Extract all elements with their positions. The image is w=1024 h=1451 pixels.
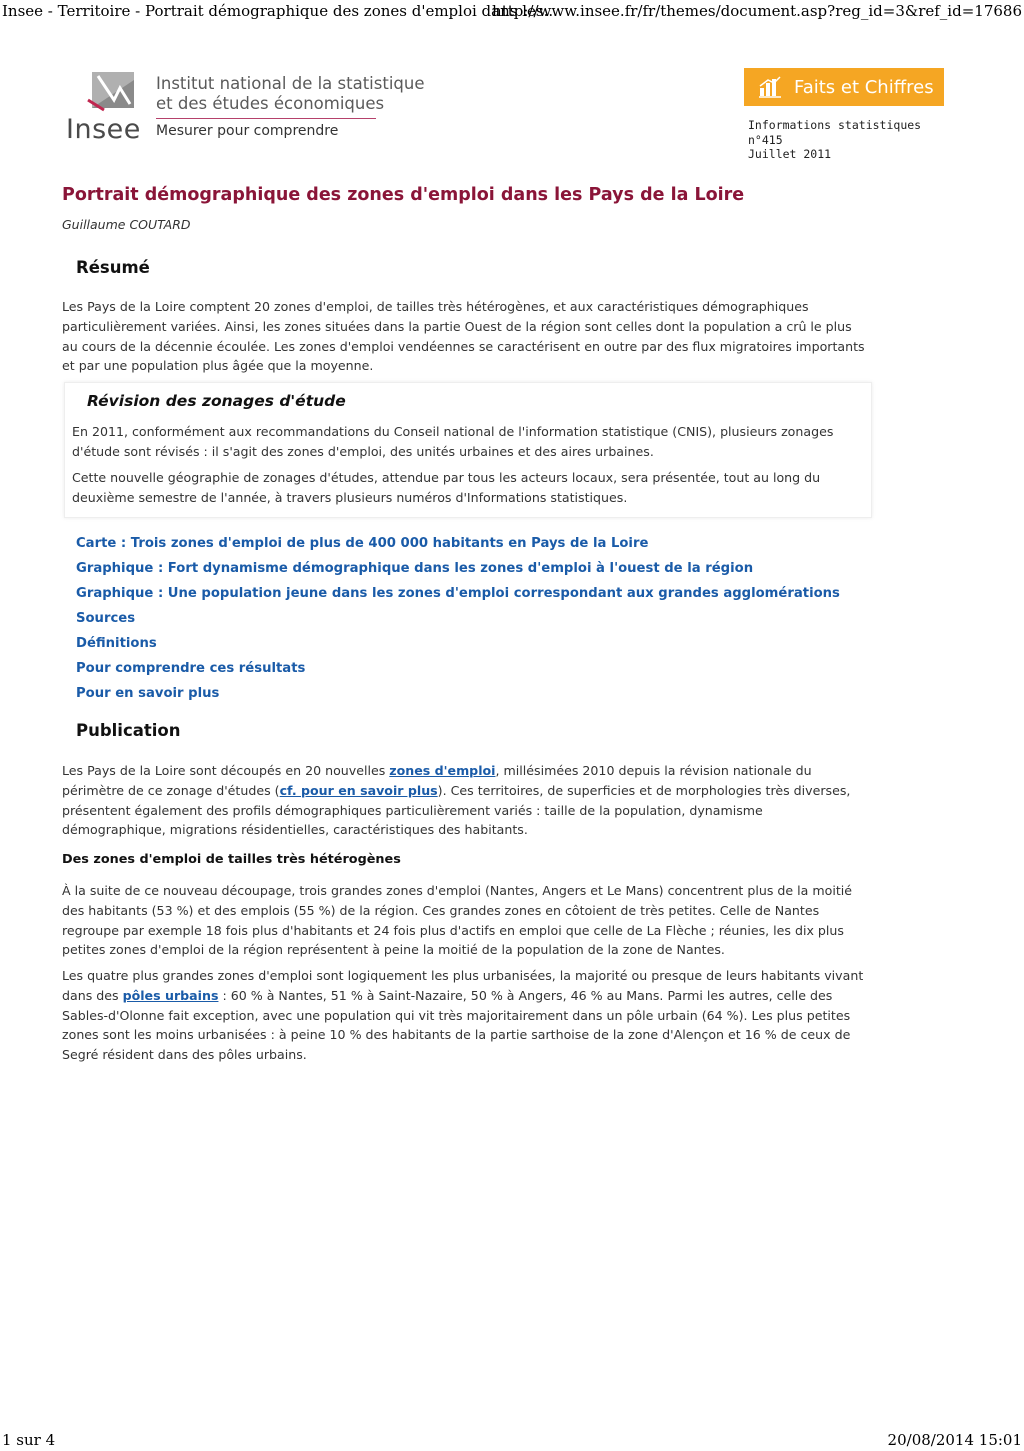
toc-link-savoir-plus[interactable]: Pour en savoir plus [76,686,220,701]
revision-box-para1: En 2011, conformément aux recommandations du Conseil national de l'information statistique (CNIS), plusieurs zonages d'étude sont révisés : il s'agit des zones d'emploi, des unités urbaines et des aires urbaines. [72,424,834,459]
revision-box-title: Révision des zonages d'étude [87,392,346,410]
toc-link-carte[interactable]: Carte : Trois zones d'emploi de plus de 400 000 habitants en Pays de la Loire [76,536,649,551]
institute-name [156,74,425,114]
revision-box-para2: Cette nouvelle géographie de zonages d'études, attendue par tous les acteurs locaux, sera présentée, tout au long du deuxième semestre de l'année, à travers plusieurs numéros d'Informations statistiques. [72,470,821,505]
page-title: Portrait démographique des zones d'emploi dans les Pays de la Loire [62,185,745,205]
toc-link-comprendre[interactable]: Pour comprendre ces résultats [76,661,306,676]
publication-intro-text-c: ). Ces territoires, de superficies et de morphologies très diverses, présentent également des profils démographiques particulièrement variés : taille de la population, dynamisme démographique, migrations résidentielles, caractéristiques des habitants. [62,782,851,838]
institute-name-line1: Institut national de la statistique [156,74,425,93]
insee-logo[interactable] [64,70,425,150]
print-header [0,2,1024,22]
print-header-title: Insee - Territoire - Portrait démographique des zones d'emploi dans les... [2,2,558,20]
publication-para3-text-b: : 60 % à Nantes, 51 % à Saint-Nazaire, 50 % à Angers, 46 % au Mans. Parmi les autres, celle des Sables-d'Olonne fait exception, avec une population qui vit très majoritairement dans un pôle urbain (64 %). Les plus petites zones sont les moins urbanisées : à peine 10 % des habitants de la partie sarthoise de la zone d'Alençon et 16 % de ceux de Segré résident dans des pôles urbains. [62,987,851,1063]
resume-heading: Résumé [76,258,150,277]
publication-intro-text-b: , millésimées 2010 depuis la révision nationale du périmètre de ce zonage d'études ( [62,763,812,798]
publication-intro [62,761,870,840]
print-footer-timestamp: 20/08/2014 15:01 [887,1431,1022,1449]
publication-para3 [62,966,870,1065]
faits-chiffres-label: Faits et Chiffres [794,76,934,98]
publication-series: Informations statistiques [748,118,922,132]
faits-chiffres-badge[interactable] [744,68,944,106]
toc-links [76,531,840,706]
subsection-heading: Des zones d'emploi de tailles très hétérogènes [62,852,401,867]
author-name: Guillaume COUTARD [62,217,191,232]
publication-date: Juillet 2011 [748,147,832,161]
chart-book-icon [758,76,782,98]
poles-urbains-link[interactable]: pôles urbains [122,987,219,1003]
print-footer-page: 1 sur 4 [2,1431,56,1449]
institute-name-line2: et des études économiques [156,94,385,113]
toc-link-sources[interactable]: Sources [76,611,136,626]
publication-intro-text-a: Les Pays de la Loire sont découpés en 20 nouvelles [62,763,390,778]
toc-link-definitions[interactable]: Définitions [76,636,157,651]
savoir-plus-inline-link[interactable]: cf. pour en savoir plus [279,782,438,798]
publication-para3-text-a: Les quatre plus grandes zones d'emploi sont logiquement les plus urbanisées, la majorité ou presque de leurs habitants vivant dans des [62,968,864,1003]
publication-para2: À la suite de ce nouveau découpage, trois grandes zones d'emploi (Nantes, Angers et Le Mans) concentrent plus de la moitié des habitants (53 %) et des emplois (55 %) de la région. Ces grandes zones en côtoient de très petites. Celle de Nantes regroupe par exemple 18 fois plus d'habitants et 24 fois plus d'actifs en emploi que celle de La Flèche ; réunies, les dix plus petites zones d'emploi de la région représentent à peine la moitié de la population de la zone de Nantes. [62,883,853,958]
logo-tagline: Mesurer pour comprendre [156,123,339,139]
zones-emploi-link[interactable]: zones d'emploi [389,763,496,778]
print-footer [0,1431,1024,1451]
toc-link-graphique-population[interactable]: Graphique : Une population jeune dans les zones d'emploi correspondant aux grandes agglomérations [76,586,840,601]
resume-text: Les Pays de la Loire comptent 20 zones d'emploi, de tailles très hétérogènes, et aux caractéristiques démographiques particulièrement variées. Ainsi, les zones situées dans la partie Ouest de la région sont celles dont la population a crû le plus au cours de la décennie écoulée. Les zones d'emploi vendéennes se caractérisent en outre par des flux migratoires importants et par une population plus âgée que la moyenne. [62,299,865,374]
publication-heading: Publication [76,721,181,740]
insee-wordmark: Insee [66,114,141,145]
revision-box [64,382,872,518]
publication-number: n°415 [748,132,783,147]
publication-info [748,118,921,162]
logo-divider [156,118,376,119]
toc-link-graphique-dynamisme[interactable]: Graphique : Fort dynamisme démographique dans les zones d'emploi à l'ouest de la région [76,561,754,576]
print-header-url: http://www.insee.fr/fr/themes/document.asp?reg_id=3&ref_id=17686 [492,2,1022,20]
